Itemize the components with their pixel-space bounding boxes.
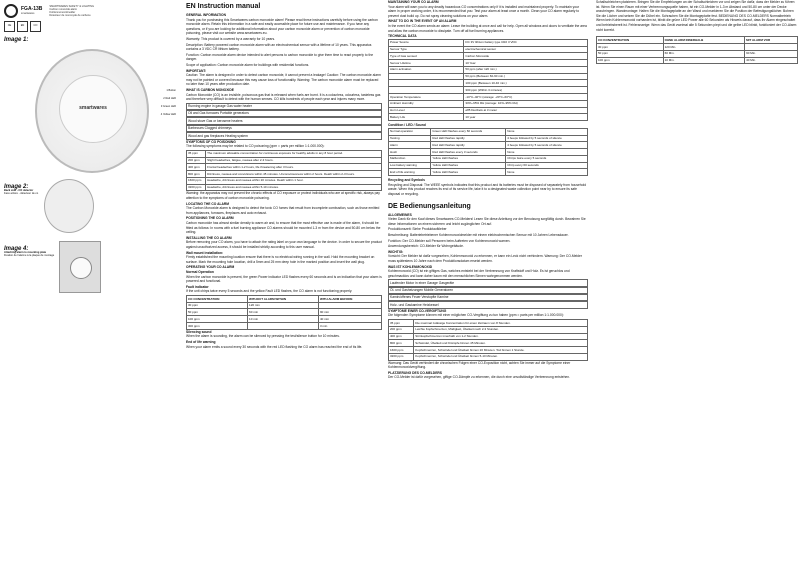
column-2 <box>186 0 382 578</box>
table-row: End of life warning Yellow LED flashes None <box>389 169 588 176</box>
de-symptoms-table <box>388 319 588 361</box>
callout-4: 4 Yellow LED <box>160 112 176 116</box>
en-positioning-text: Carbon monoxide has almost similar density to warm air and, to ensure that the most effective use is made of the alarm, it should be fitted as follows: In rooms with a fuel burning appliance CO alarms should be mounted 1-3 m from the device and 50-80 cm below the ceiling. <box>186 221 381 235</box>
de-title: DE Bedienungsanleitung <box>388 202 471 210</box>
product-illustration <box>35 49 149 173</box>
table-row: 1600 ppm Headache, dizziness and nausea within 20 minutes. Death within 1 hour. <box>187 177 382 184</box>
table-row: Power Source DC 3V lithium battery type CR2 3 VDC <box>389 39 588 46</box>
table-row: 30 ppm 120 Min. <box>597 43 798 50</box>
en-positioning-heading: POSITIONING THE CO ALARM <box>186 216 234 221</box>
column-4 <box>596 0 798 578</box>
de-symp-intro: Die folgenden Symptome können mit einer möglichen CO-Vergiftung zu tun haben (ppm = parts per million 1:1.000.000): <box>388 313 564 318</box>
signals-heading: Condition / LED / Sound <box>388 123 426 128</box>
image-4-caption: Attaching alarm to mounting plate <box>4 251 47 255</box>
table-row: CO CONCENTRATION WITHOUT ALARM WITHIN WITH ALARM BEFORE <box>187 295 382 302</box>
en-concentration-table <box>186 295 382 330</box>
table-row: 35 ppm Die maximal zulässige Konzentration für einen Zeitraum von 8 Stunden. <box>389 319 588 326</box>
de-was-heading: WAS IST KOHLENMONOXID <box>388 264 433 269</box>
en-operating-heading: OPERATING YOUR CO ALARM <box>186 265 235 270</box>
maint-heading: MAINTAINING YOUR CO ALARM <box>388 0 439 4</box>
de-point: Produktionszeit: Siehe Produktaufkleber <box>388 227 447 232</box>
tech-table <box>388 39 588 121</box>
brand-line-1: SMARTWARES SAFETY & LIGHTING <box>49 4 95 8</box>
brand-header <box>4 4 180 18</box>
table-row: CO KONZENTRATION OHNE ALARM INNERHALB MIT ALARM VOR <box>597 37 798 44</box>
de-concentration-table <box>596 36 798 64</box>
table-row: 1600 ppm Kopfschmerzen, Schwindel und Übelkeit binnen 20 Minuten. Tod binnen 1 Stunde. <box>389 347 588 354</box>
en-badge: EN <box>17 21 28 32</box>
de-wichtig-text: Vorsicht: Der Melder ist dafür vorgesehen, Kohlenmonoxid zu erkennen, er kann ein Leck nicht verhindern. Warnung: Der CO-Melder muss spätestens 10 Jahre nach dem Produktionsdatum ersetzt werden. <box>388 254 582 263</box>
table-row: Ambient Humidity 30%~95% RH (storage: 10%~95% RH) <box>389 100 588 107</box>
what-do-heading: WHAT TO DO IN THE EVENT OF AN ALARM <box>388 19 457 24</box>
en-locating-heading: LOCATING THE CO ALARM <box>186 201 230 206</box>
en-warranty: Warranty: This product is covered by a warranty for 10 years. <box>186 36 276 41</box>
table-row: Sensor Lifetime 10 Year <box>389 60 588 67</box>
recycle-heading: Recycling and Symbols <box>388 178 426 183</box>
table-row: 400 ppm Stirnkopfschmerzen innerhalb von 1-2 Stunden. <box>389 333 588 340</box>
sources-row: Wood stove Gas or kerosene heaters <box>186 117 382 124</box>
image-1-figure <box>4 49 180 173</box>
en-end-heading: End of life warning <box>186 340 216 344</box>
en-symptoms-table <box>186 150 382 192</box>
en-warning: Warning: the apparatus may not prevent the chronic effects of CO exposure or protect individuals who are at specific risk, always pay attention to the symptoms of carbon monoxide poisoning. <box>186 191 380 201</box>
image-2-label: Image 2: <box>4 183 29 190</box>
cert-badges <box>4 21 180 32</box>
en-wall-text: Firmly established the mounting location ensure that there is no electrical wiring running in the wall. Hold the mounting bracket on surface. Mark the mounting hole location, drill a 5mm and 25 mm deep hole in the marked position and insert the wall plug. <box>186 255 375 264</box>
tech-heading: TECHNICAL DATA <box>388 34 417 39</box>
table-row: 3200 ppm Kopfschmerzen, Schwindel und Übelkeit binnen 5-10 Minuten. <box>389 353 588 360</box>
table-row: 3200 ppm Headache, dizziness and nausea within 5-10 minutes. <box>187 184 382 191</box>
de-sources-row: Holz- und Gaskamine Heizkessel <box>388 301 588 308</box>
table-row: 50 ppm 60 Min. 90 Min. <box>597 50 798 57</box>
en-normal-text: When the carbon monoxide is present, the green Power indicator LED flashes every 60 seconds and is an indication that your alarm is powered and functional. <box>186 274 382 284</box>
brand-line-2: Carbon monoxide alarm <box>49 7 78 11</box>
en-silence-heading: Silencing sound <box>186 329 212 334</box>
table-row: Testing Red LED flashes rapidly 4 beeps followed by 5 seconds of silence <box>389 135 588 142</box>
en-what-text: Carbon Monoxide (CO) is an invisible, poisonous gas that is released when fuels are burnt. It is a colourless, odourless, tasteless gas and therefore very difficult to detect with the human senses. CO kills hundreds of people each year and injures many more. <box>186 92 381 102</box>
what-do-text: In the event the CO alarm sends an alarm: Leave the building at once and call for help. Open all windows and doors to ventilate the area and allow the carbon monoxide to dissipate. Turn off all fuel burning appliances. <box>388 23 587 33</box>
callout-3: 3 Green LED <box>160 104 176 108</box>
de-allg-text: Vielen Dank für den Kauf dieses Smartwares CO-Melders! Lesen Sie diese Anleitung vor der Benutzung sorgfältig durch. Bewahren Sie diese Informationen an einem sicheren und leicht zugänglichen Ort auf. <box>388 217 586 226</box>
table-row: 200 ppm Slight headaches, fatigue, nausea after 2-3 hours. <box>187 157 382 164</box>
image-4-caption-fr: Fixation de l'alarme à la plaque de montage <box>4 254 55 258</box>
en-wall-heading: Wall mount installation: <box>186 250 224 255</box>
table-row: 50 ppm 60 min 90 min <box>187 309 382 316</box>
en-important-heading: IMPORTANT: <box>186 68 207 73</box>
table-row: Sensor Type electrochemical sensor <box>389 46 588 53</box>
sources-row: Running engine in garage Gas water heater <box>186 103 382 110</box>
en-fault-heading: Fault indicator <box>186 284 209 289</box>
recycle-text: Recycling and Disposal: The WEEE symbols indicates that this product and its batteries must be disposed of separately from household waste. When this product reaches its end of its service life, take it to a designated waste collection point near by to ensure its safe disposal or recycling. <box>388 182 587 196</box>
callout-1: 1 Button <box>166 88 176 92</box>
sources-row: Oil and Gas furnaces Portable generators <box>186 110 382 117</box>
brand-line-3: Kohlenmonoxidmelder <box>49 11 76 14</box>
en-symptoms-heading: SYMPTOMS OF CO POISONING <box>186 139 236 144</box>
co-badge: CO <box>30 21 41 32</box>
table-row: 30 ppm 120 min <box>187 302 382 309</box>
mounting-illustration <box>59 241 101 293</box>
table-row: 100 ppm (Between 10-40 min.) <box>389 80 588 87</box>
table-row: Alarm Red LED flashes rapidly 4 beeps followed by 5 seconds of silence <box>389 142 588 149</box>
en-symptoms-intro: The following symptoms may be related to CO poisoning (ppm = parts per million 1:1.000.000): <box>186 144 325 149</box>
table-row: Horn Level ≥85 Decibels at 3 meter <box>389 107 588 114</box>
de-point: Funktion: Der CO-Melder soll Personen beim Auftreten von Kohlenmonoxid warnen. <box>388 238 511 243</box>
table-row: 35 ppm The maximum allowable concentration for continuous exposure for healthy adults in any 8 hour period. <box>187 150 382 157</box>
table-row: 100 ppm 10 min 40 min <box>187 316 382 323</box>
en-normal-heading: Normal Operation <box>186 269 214 274</box>
table-row: Malfunction Yellow LED flashes Chirps twice every 5 seconds <box>389 155 588 162</box>
en-general-text: Thank you for purchasing this Smartwares carbon monoxide alarm! Please read these instructions carefully before using the carbon monoxide alarm. Retain this information in a safe and easily accessible place for future use and maintenance. If you have any questions, or if you are looking for additional information about your carbon monoxide alarm or prevention of carbon monoxide poisoning, please visit our website www.smartwares.eu. <box>186 17 378 36</box>
table-row: Hush Red LED flashes every 3 seconds None <box>389 149 588 156</box>
de-wichtig-heading: WICHTIG: <box>388 249 404 254</box>
table-row: Operation Temperature -10°C~40°C (storage: -20°C~60°C) <box>389 94 588 101</box>
sources-row: Barbecues Clogged chimneys <box>186 125 382 132</box>
brand-name: smartwares <box>21 11 35 15</box>
en-fault-text: If the unit chirps twice every 5 seconds and the yellow Fault LED flashes, the CO alarm is not functioning properly. <box>186 289 353 294</box>
table-row: 800 ppm Dizziness, nausea and convulsions within 45 minutes. Unconsciousness within 2 hours. Death within 2-3 hours. <box>187 171 382 178</box>
smartwares-logo-icon <box>4 4 18 18</box>
de-platz-text: Der CO-Melder ist dafür vorgesehen, giftige CO-Dämpfe zu erkennen, die durch eine unvollständige Verbrennung entstehen. <box>388 375 570 380</box>
en-silence-text: When the alarm is sounding, the alarm can be silenced by pressing the test/silence button for 10 minutes. <box>186 334 340 339</box>
en-what-heading: WHAT IS CARBON MONOXIDE <box>186 87 234 92</box>
table-row: 50 ppm (Between 60-90 min.) <box>389 73 588 80</box>
table-row: Low battery warning Yellow LED flashes Chirp every 60 seconds <box>389 162 588 169</box>
signals-table <box>388 128 588 176</box>
table-row: 800 ppm Schwindel, Übelkeit und Krämpfe binnen 45 Minuten. <box>389 340 588 347</box>
brand-line-4: Détecteur de monoxyde de carbone <box>49 14 91 18</box>
en-general-heading: GENERAL INFORMATION <box>186 13 226 17</box>
model-number: FGA-13B <box>21 6 43 13</box>
image-2-figure <box>4 179 180 233</box>
column-3 <box>388 0 588 578</box>
en-scope: Scope of application: Carbon monoxide alarm for buildings with residential functions. <box>186 62 310 67</box>
de-platz-heading: PLATZIERUNG DES CO-MELDERS <box>388 370 442 375</box>
de-warning: Warnung: Das Gerät verhindert die chronischen Folgen einer CO-Exposition nicht, achten Sie immer auf die Symptome einer Kohlenmonoxidvergiftung. <box>388 360 571 370</box>
de-was-text: Kohlenmonoxid (CO) ist ein giftiges Gas, welches entsteht bei der Verbrennung von Kraftstoff und Holz. Es ist geruchlos und geschmacklos und kann daher kaum mit den menschlichen Sinnen wahrgenommen werden. <box>388 269 570 278</box>
de-point: Beschreibung: Batteriebetriebener Kohlenmonoxidmelder mit einem elektrochemischen Sensor mit 10 Jahren Lebensdauer. <box>388 232 569 237</box>
table-row: Alarm activation 50 ppm (after 120 min.) <box>389 66 588 73</box>
en-title: EN Instruction manual <box>186 3 261 10</box>
en-end-text: When your alarm emits a sound every 30 seconds with the red LED flashing the CO alarm has reached the end of its life. <box>186 344 363 349</box>
table-row: 100 ppm 10 Min. 40 Min. <box>597 57 798 64</box>
maint-text: Your alarm will warn you to any deadly hazardous CO concentrations only if it is installed and maintained properly. To maintain your alarm in proper working order, it is recommended that you: Test your alarm at least once a month. Clean your CO alarm regularly to prevent dust build up. Do not spray cleaning solutions on your alarm. <box>388 4 580 18</box>
de-symp-heading: SYMPTOME EINER CO-VERGIFTUNG <box>388 308 447 313</box>
en-description: Description: Battery powered carbon monoxide alarm with an electrochemical sensor with a lifetime of 10 years. This apparatus contains a 3 VDC CR lithium battery. <box>186 42 372 52</box>
image-1-label: Image 1: <box>4 37 29 43</box>
de-sources-row: Laufender Motor in einer Garage Gasgeräte <box>388 279 588 286</box>
de-sources-row: Kamin/offenes Feuer Verstopfte Kamine <box>388 294 588 301</box>
de-continued-text: Schallschleichen platzieren. Bringen Sie die Empfehlungen an der Schallschleichen vor und zeigen Sie dafür, dass der Melder zu führen ist. Wenn Sie einen Raum mit einer Verbrennungsquelle haben, ist ein CO-Melder in 1-3 m Abstand und 50-80 cm unter der Decke anzubringen. Wandmontage: Halten Sie die Montageplatte an der Wand und markieren Sie die Position der Befestigungslöcher. Bohren Sie die Löcher und setzen Sie die Dübel ein. Schrauben Sie die Montageplatte fest. BEDIENUNG DES CO-MELDERS Normalbetrieb: Wenn kein Kohlenmonoxid vorhanden ist, blinkt die grüne LED Power alle 60 Sekunden als Hinweis darauf, dass Ihr Alarm eingeschaltet und betriebsbereit ist. Fehleranzeige: Wenn das Gerät zweimal alle 5 Sekunden piept und die gelbe LED blinkt, funktioniert der CO-Alarm nicht korrekt. <box>596 0 797 32</box>
back-side-illustration <box>44 179 94 233</box>
image-4-figure <box>4 241 180 293</box>
table-row: Type of Gas sensed Carbon Monoxide <box>389 53 588 60</box>
image-2-caption-fr: Face arrière - détecteur de co <box>4 192 39 196</box>
table-row: 400 ppm Frontal headaches within 1-2 hours, life threatening after 3 hours. <box>187 164 382 171</box>
table-row: 300 ppm 3 min <box>187 323 382 330</box>
image-4-label: Image 4: <box>4 245 29 252</box>
table-row: 200 ppm Leichte Kopfschmerzen, Müdigkeit, Übelkeit nach 2-3 Stunden. <box>389 326 588 333</box>
de-sources-row: Öl- und Gasheizungen Mobile Generatoren <box>388 287 588 294</box>
column-1 <box>4 0 180 578</box>
table-row: Battery Life 10 year <box>389 114 588 121</box>
image-2-caption: Back side - CO detector <box>4 189 34 193</box>
en-locating-text: The Carbon Monoxide alarm is designed to detect the toxic CO fumes that result from incomplete combustion, such as those emitted from appliances, furnaces, fireplaces and auto exhaust. <box>186 206 380 215</box>
table-row: 300 ppm (Within 3 minutes) <box>389 87 588 94</box>
en-important-text: Caution: The alarm is designed in order to detect carbon monoxide, it cannot prevent a leakage! Caution: The carbon monoxide alarm may not be painted or covered because this may cause loss of functionality. Warning: The carbon monoxide alarm must be replaced no later than 10 years after production date. <box>186 73 381 87</box>
sources-row: Wood and gas fireplaces Heating system <box>186 132 382 139</box>
de-allg-heading: ALLGEMEINES <box>388 212 412 217</box>
en-install-text: Before removing your CO alarm, you have to attach the rating label on your own language to the device. In order to secure the product against unauthorized access, it should be installed strictly according to this user manual. <box>186 240 382 249</box>
en-function: Function: Carbon monoxide alarm device intended to alert persons to carbon monoxide to give them time to react properly to the danger. <box>186 52 374 62</box>
en-install-heading: INSTALLING THE CO ALARM <box>186 235 232 240</box>
product-brand-text: smartwares <box>79 105 107 112</box>
table-row: Normal operation Green LED flashes every 60 seconds None <box>389 128 588 135</box>
callout-2: 2 Red LED <box>163 96 176 100</box>
de-point: Anwendungsbereich: CO-Melder für Wohngebäude. <box>388 244 464 249</box>
ce-badge: CE <box>4 21 15 32</box>
